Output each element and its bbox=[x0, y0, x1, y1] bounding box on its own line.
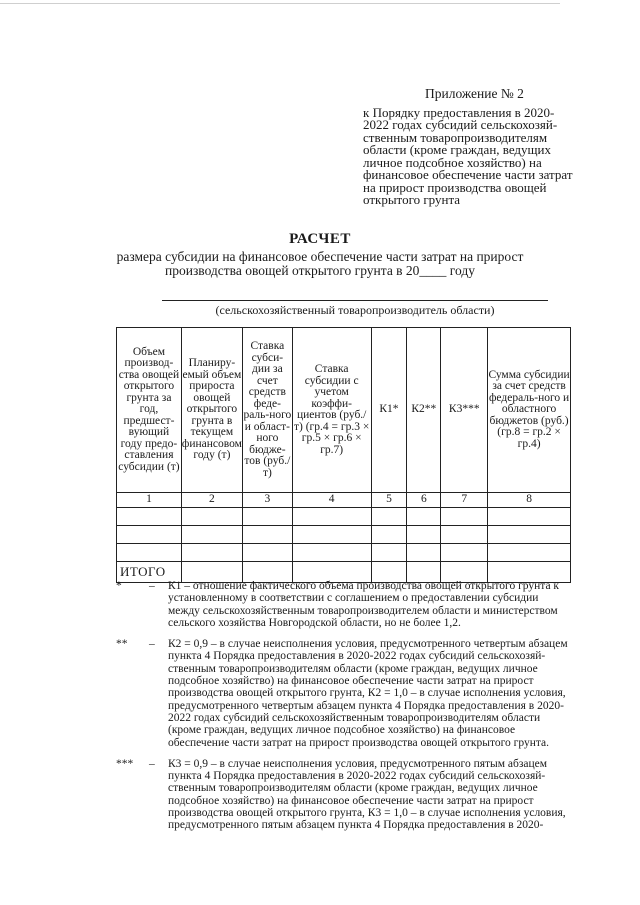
footnote-line: ственным товаропроизводителям области (кроме граждан, ведущих личное bbox=[168, 662, 538, 675]
footnote-line: (кроме граждан, ведущих личное подсобное хозяйство) на финансовое bbox=[168, 724, 516, 737]
table-cell bbox=[407, 526, 441, 544]
footnote-line: К2 = 0,9 – в случае неисполнения условия, предусмотренного четвертым абзацем bbox=[168, 638, 568, 651]
appendix-line: на прирост производства овощей bbox=[363, 179, 547, 195]
footnote-line: подсобное хозяйство) на финансовое обеспечение части затрат на прирост bbox=[168, 675, 534, 688]
column-number: 7 bbox=[441, 493, 488, 508]
table-row bbox=[117, 508, 571, 526]
footnote-line: предусмотренного пятым абзацем пункта 4 Порядка предоставления в 2020- bbox=[168, 819, 544, 832]
table-cell bbox=[117, 526, 182, 544]
subtitle-line-1: размера субсидии на финансовое обеспечение части затрат на прирост bbox=[116, 249, 524, 264]
appendix-title: Приложение № 2 bbox=[425, 86, 524, 101]
header-cell: Планиру-емый объем прироста овощей открытого грунта в текущем финансовом году (т) bbox=[181, 328, 242, 493]
footnote-line: пункта 4 Порядка предоставления в 2020-2022 годах субсидий сельскохозяй- bbox=[168, 770, 546, 783]
table-cell bbox=[488, 526, 571, 544]
column-number: 5 bbox=[371, 493, 407, 508]
table-cell bbox=[371, 526, 407, 544]
appendix-block bbox=[363, 88, 593, 207]
table-cell bbox=[488, 508, 571, 526]
footnote-line: производства овощей открытого грунта, К3 = 1,0 – в случае исполнения условия, bbox=[168, 807, 566, 820]
header-cell: Ставка субсидии с учетом коэффи-циентов (руб./т) (гр.4 = гр.3 × гр.5 × гр.6 × гр.7) bbox=[292, 328, 371, 493]
table-cell bbox=[181, 544, 242, 562]
table-row bbox=[117, 544, 571, 562]
column-number-row bbox=[117, 493, 571, 508]
appendix-line: к Порядку предоставления в 2020- bbox=[363, 104, 555, 120]
footnote-mark: *** bbox=[116, 757, 134, 770]
footnote-line: подсобное хозяйство) на финансовое обеспечение части затрат на прирост bbox=[168, 794, 534, 807]
footnote-line: предусмотренного четвертым абзацем пункта 4 Порядка предоставления в 2020- bbox=[168, 699, 564, 712]
footnote-line: 2022 годах субсидий сельскохозяйственным товаропроизводителям области bbox=[168, 711, 541, 724]
table-cell bbox=[441, 544, 488, 562]
appendix-line: финансовое обеспечение части затрат bbox=[363, 167, 573, 182]
footnote-k3 bbox=[116, 758, 596, 832]
subtitle-line-2: производства овощей открытого грунта в 20____ году bbox=[165, 263, 475, 278]
table-cell bbox=[371, 508, 407, 526]
table-cell bbox=[242, 526, 292, 544]
column-number: 4 bbox=[292, 493, 371, 508]
table-cell bbox=[292, 508, 371, 526]
table-cell bbox=[292, 526, 371, 544]
document-subtitle bbox=[0, 250, 640, 278]
footnotes bbox=[116, 580, 596, 841]
footnote-line: производства овощей открытого грунта, К2 = 1,0 – в случае исполнения условия, bbox=[168, 687, 566, 700]
table-cell bbox=[488, 544, 571, 562]
table-cell bbox=[117, 544, 182, 562]
footnote-dash: – bbox=[149, 580, 155, 592]
column-number: 1 bbox=[117, 493, 182, 508]
table-cell bbox=[407, 508, 441, 526]
table-cell bbox=[441, 526, 488, 544]
footnote-line: установленному в соответствии с соглашением о предоставлении субсидии bbox=[168, 592, 539, 605]
table-header-row bbox=[117, 328, 571, 493]
footnote-dash: – bbox=[149, 638, 155, 651]
table-cell bbox=[407, 544, 441, 562]
table-cell bbox=[441, 508, 488, 526]
appendix-line: области (кроме граждан, ведущих bbox=[363, 142, 552, 157]
header-cell: К1* bbox=[371, 328, 407, 493]
footnote-k2 bbox=[116, 638, 596, 749]
table-cell bbox=[242, 508, 292, 526]
producer-caption: (сельскохозяйственный товаропроизводитель области) bbox=[215, 303, 495, 317]
footnote-line: обеспечение части затрат на прирост производства овощей открытого грунта. bbox=[168, 736, 550, 749]
appendix-line: открытого грунта bbox=[363, 192, 461, 207]
footnote-line: К1 – отношение фактического объема производства овощей открытого грунта к bbox=[168, 580, 560, 592]
footnote-line: сельского хозяйства Новгородской области, но не более 1,2. bbox=[168, 616, 461, 629]
footnote-mark: ** bbox=[116, 638, 128, 651]
producer-fill-line bbox=[162, 300, 548, 301]
footnote-line: между сельскохозяйственным товаропроизводителем области и министерством bbox=[168, 604, 558, 617]
footnote-line: К3 = 0,9 – в случае неисполнения условия, предусмотренного пятым абзацем bbox=[168, 757, 548, 770]
column-number: 6 bbox=[407, 493, 441, 508]
table-cell bbox=[371, 544, 407, 562]
footnote-dash: – bbox=[149, 757, 155, 770]
header-cell: К3*** bbox=[441, 328, 488, 493]
header-cell: К2** bbox=[407, 328, 441, 493]
column-number: 8 bbox=[488, 493, 571, 508]
table-cell bbox=[242, 544, 292, 562]
column-number: 3 bbox=[242, 493, 292, 508]
header-cell: Ставка субси-дии за счет средств феде-раль-ного и област-ного бюдже-тов (руб./т) bbox=[242, 328, 292, 493]
document-heading: РАСЧЕТ bbox=[289, 231, 351, 247]
table-cell bbox=[181, 526, 242, 544]
footnote-line: пункта 4 Порядка предоставления в 2020-2022 годах субсидий сельскохозяй- bbox=[168, 650, 546, 663]
table-cell bbox=[117, 508, 182, 526]
calculation-table bbox=[116, 327, 571, 583]
footnote-mark: * bbox=[116, 580, 122, 592]
table-cell bbox=[181, 508, 242, 526]
table-cell bbox=[292, 544, 371, 562]
total-label: ИТОГО bbox=[117, 562, 182, 583]
footnote-line: ственным товаропроизводителям области (кроме граждан, ведущих личное bbox=[168, 782, 538, 795]
scan-edge-line bbox=[0, 3, 560, 4]
table-row bbox=[117, 526, 571, 544]
header-cell: Сумма субсидии за счет средств федераль-ного и областного бюджетов (руб.) (гр.8 = гр.2 × гр.4) bbox=[488, 328, 571, 493]
appendix-line: ственным товаропроизводителям bbox=[363, 129, 548, 145]
header-cell: Объем производ-ства овощей открытого грунта за год, предшест-вующий году предо-ставления субсидии (т) bbox=[117, 328, 182, 493]
footnote-k1 bbox=[116, 580, 596, 629]
column-number: 2 bbox=[181, 493, 242, 508]
appendix-line: личное подсобное хозяйство) на bbox=[363, 154, 542, 170]
appendix-line: 2022 годах субсидий сельскохозяй- bbox=[363, 117, 558, 132]
